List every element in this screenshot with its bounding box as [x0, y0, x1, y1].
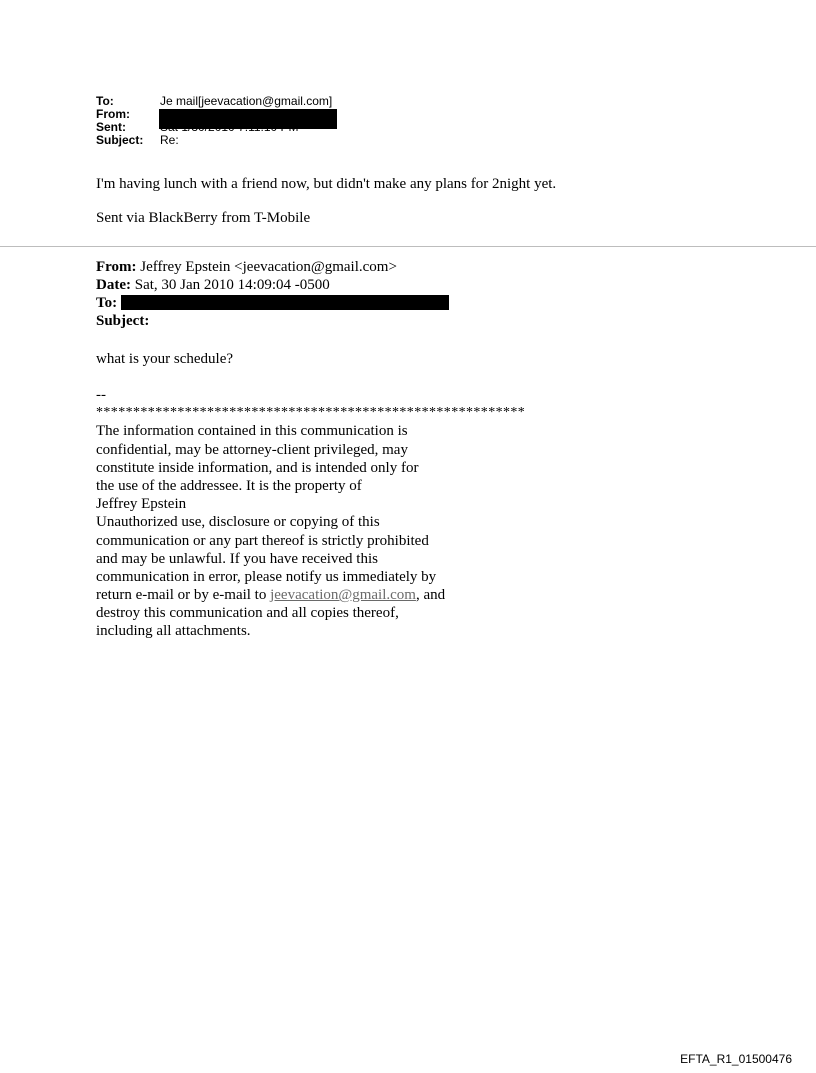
to-value: Je mail[jeevacation@gmail.com]: [160, 94, 333, 108]
signature-stars: **********************************************************: [96, 405, 526, 421]
quoted-body: what is your schedule?: [96, 351, 234, 367]
quoted-from-row: [96, 258, 397, 276]
quoted-to-label: To:: [96, 295, 118, 311]
disclaimer-line: confidential, may be attorney-client privileged, may: [96, 441, 408, 458]
quoted-date-value: Sat, 30 Jan 2010 14:09:04 -0500: [134, 277, 330, 293]
reply-signature: Sent via BlackBerry from T-Mobile: [96, 210, 311, 226]
quoted-subject-label: Subject:: [96, 313, 150, 329]
disclaimer-line: communication in error, please notify us immediately by: [96, 568, 437, 585]
return-suffix: , and: [415, 587, 446, 604]
disclaimer-line: Unauthorized use, disclosure or copying of this: [96, 514, 380, 531]
message-divider: [0, 246, 816, 247]
disclaimer-line: the use of the addressee. It is the property of: [96, 477, 362, 494]
subject-value: Re:: [160, 133, 179, 147]
quoted-from-value: Jeffrey Epstein <jeevacation@gmail.com>: [140, 259, 397, 275]
disclaimer-line: constitute inside information, and is intended only for: [96, 459, 419, 476]
disclaimer-return-line: [96, 586, 525, 604]
quoted-date-row: [96, 276, 397, 294]
disclaimer-line: and may be unlawful. If you have received this: [96, 550, 378, 567]
return-prefix: return e-mail or by e-mail to: [96, 587, 271, 604]
redaction-from-header: [159, 109, 337, 129]
subject-label: Subject:: [96, 133, 144, 147]
reply-message: I'm having lunch with a friend now, but didn't make any plans for 2night yet.: [96, 176, 557, 192]
email-link[interactable]: jeevacation@gmail.com: [270, 587, 416, 604]
disclaimer-line: The information contained in this communication is: [96, 423, 408, 440]
disclaimer-line: communication or any part thereof is strictly prohibited: [96, 532, 429, 549]
quoted-header: [96, 258, 397, 330]
sent-label: Sent:: [96, 120, 126, 134]
quoted-subject-row: [96, 312, 397, 330]
from-label: From:: [96, 107, 130, 121]
quoted-from-label: From:: [96, 259, 137, 275]
disclaimer-lines: [96, 422, 525, 586]
disclaimer-block: [96, 386, 525, 641]
disclaimer-line: Jeffrey Epstein: [96, 496, 187, 513]
disclaimer-line: destroy this communication and all copies thereof,: [96, 605, 399, 622]
document-id: EFTA_R1_01500476: [680, 1052, 792, 1066]
signature-separator: --: [96, 387, 106, 403]
disclaimer-line: including all attachments.: [96, 623, 251, 640]
redaction-to-quoted: [121, 295, 449, 310]
to-label: To:: [96, 94, 114, 108]
quoted-date-label: Date:: [96, 277, 131, 293]
